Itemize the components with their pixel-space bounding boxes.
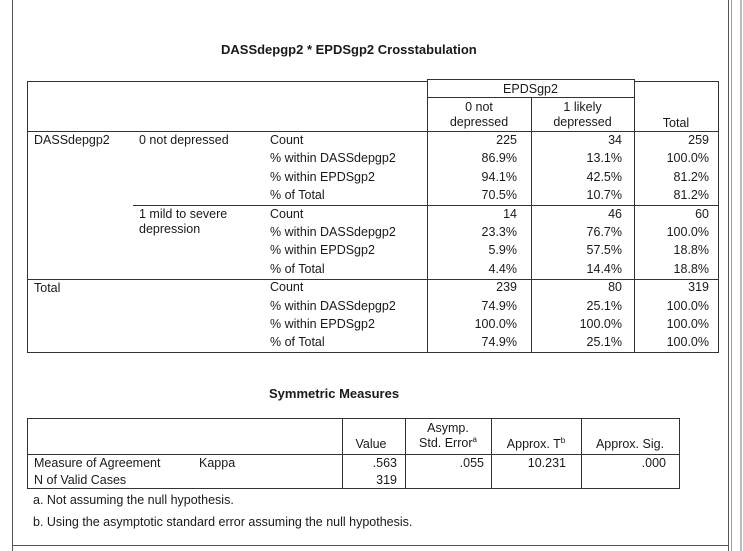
stat-label: Count xyxy=(270,280,304,294)
n-valid-cases-value: 319 xyxy=(376,473,397,487)
group2-label-line1: 1 mild to severe xyxy=(139,207,228,221)
frame-border-right xyxy=(728,0,729,551)
col-var-header: EPDSgp2 xyxy=(503,82,558,96)
rule xyxy=(27,131,718,132)
cell-total: 81.2% xyxy=(673,188,709,202)
rule xyxy=(634,81,718,82)
rule xyxy=(491,418,492,489)
stat-label: Count xyxy=(270,133,304,147)
stat-label: Count xyxy=(270,207,304,221)
kappa-sig: .000 xyxy=(641,456,666,470)
cell-total: 259 xyxy=(688,133,709,147)
cell-col2: 100.0% xyxy=(579,317,622,331)
cell-total: 81.2% xyxy=(673,170,709,184)
stat-label: % of Total xyxy=(270,188,325,202)
stat-label: % within DASSdepgp2 xyxy=(270,225,396,239)
sig-header: Approx. Sig. xyxy=(595,437,665,451)
cell-total: 319 xyxy=(688,280,709,294)
col1-header-line1: 0 not xyxy=(465,100,493,114)
kappa-t: 10.231 xyxy=(527,456,566,470)
cell-col1: 4.4% xyxy=(488,262,517,276)
cell-total: 18.8% xyxy=(673,262,709,276)
value-header: Value xyxy=(355,437,387,451)
crosstab-title: DASSdepgp2 * EPDSgp2 Crosstabulation xyxy=(221,42,477,57)
cell-total: 100.0% xyxy=(666,317,709,331)
measure-of-agreement-label: Measure of Agreement xyxy=(34,456,161,470)
cell-col2: 76.7% xyxy=(586,225,622,239)
cell-col2: 34 xyxy=(608,133,622,147)
cell-col1: 74.9% xyxy=(481,299,517,313)
frame-border-bottom xyxy=(12,545,728,546)
rule xyxy=(27,81,427,82)
cell-col2: 13.1% xyxy=(586,151,622,165)
cell-total: 100.0% xyxy=(666,335,709,349)
cell-total: 100.0% xyxy=(666,225,709,239)
symmetric-measures-title: Symmetric Measures xyxy=(269,386,400,401)
cell-col1: 100.0% xyxy=(474,317,517,331)
frame-border-right-outer xyxy=(731,0,732,551)
rule xyxy=(27,81,28,353)
col2-header-line2: depressed xyxy=(553,115,612,129)
row-var-label: DASSdepgp2 xyxy=(34,133,110,147)
rule xyxy=(679,418,680,489)
cell-col1: 14 xyxy=(503,207,517,221)
footnote-b: b. Using the asymptotic standard error assuming the null hypothesis. xyxy=(33,515,413,529)
cell-col2: 57.5% xyxy=(586,243,622,257)
cell-col1: 23.3% xyxy=(481,225,517,239)
kappa-se: .055 xyxy=(459,456,484,470)
se-header-line1: Asymp. xyxy=(427,421,469,435)
frame-border-left xyxy=(12,0,13,551)
cell-col1: 86.9% xyxy=(481,151,517,165)
cell-col1: 239 xyxy=(496,280,517,294)
stat-label: % within EPDSgp2 xyxy=(270,170,375,184)
cell-col1: 225 xyxy=(496,133,517,147)
cell-col2: 14.4% xyxy=(586,262,622,276)
stat-label: % within DASSdepgp2 xyxy=(270,151,396,165)
group1-label: 0 not depressed xyxy=(139,133,229,147)
cell-col2: 10.7% xyxy=(586,188,622,202)
footnote-a: a. Not assuming the null hypothesis. xyxy=(33,493,234,507)
cell-col1: 74.9% xyxy=(481,335,517,349)
t-header: Approx. $T^b$ xyxy=(506,436,566,451)
group2-label-line2: depression xyxy=(139,222,201,236)
total-row-label: Total xyxy=(34,281,61,295)
frame-border-edge xyxy=(740,0,742,551)
col1-header-line2: depressed xyxy=(449,115,509,129)
n-valid-cases-label: N of Valid Cases xyxy=(34,473,127,487)
stat-label: % of Total xyxy=(270,262,325,276)
stat-label: % within EPDSgp2 xyxy=(270,317,375,331)
rule xyxy=(27,418,28,489)
rule xyxy=(581,418,582,489)
cell-col1: 5.9% xyxy=(488,243,517,257)
kappa-value: .563 xyxy=(372,456,397,470)
cell-col1: 94.1% xyxy=(481,170,517,184)
stat-label: % within EPDSgp2 xyxy=(270,243,375,257)
cell-col2: 80 xyxy=(608,280,622,294)
cell-total: 100.0% xyxy=(666,151,709,165)
rule xyxy=(427,79,634,80)
cell-col2: 42.5% xyxy=(586,170,622,184)
stat-label: % of Total xyxy=(270,335,325,349)
rule xyxy=(133,205,718,206)
cell-total: 60 xyxy=(695,207,709,221)
cell-total: 18.8% xyxy=(673,243,709,257)
cell-col1: 70.5% xyxy=(481,188,517,202)
kappa-label: Kappa xyxy=(199,456,236,470)
col2-header-line1: 1 likely xyxy=(563,100,602,114)
stat-label: % within DASSdepgp2 xyxy=(270,299,396,313)
total-col-header: Total xyxy=(662,116,690,130)
cell-col2: 25.1% xyxy=(586,335,622,349)
cell-col2: 46 xyxy=(608,207,622,221)
rule xyxy=(718,81,719,353)
cell-total: 100.0% xyxy=(666,299,709,313)
rule xyxy=(27,352,718,353)
cell-col2: 25.1% xyxy=(586,299,622,313)
se-header-line2: Std. Error$^a$ xyxy=(419,435,477,450)
